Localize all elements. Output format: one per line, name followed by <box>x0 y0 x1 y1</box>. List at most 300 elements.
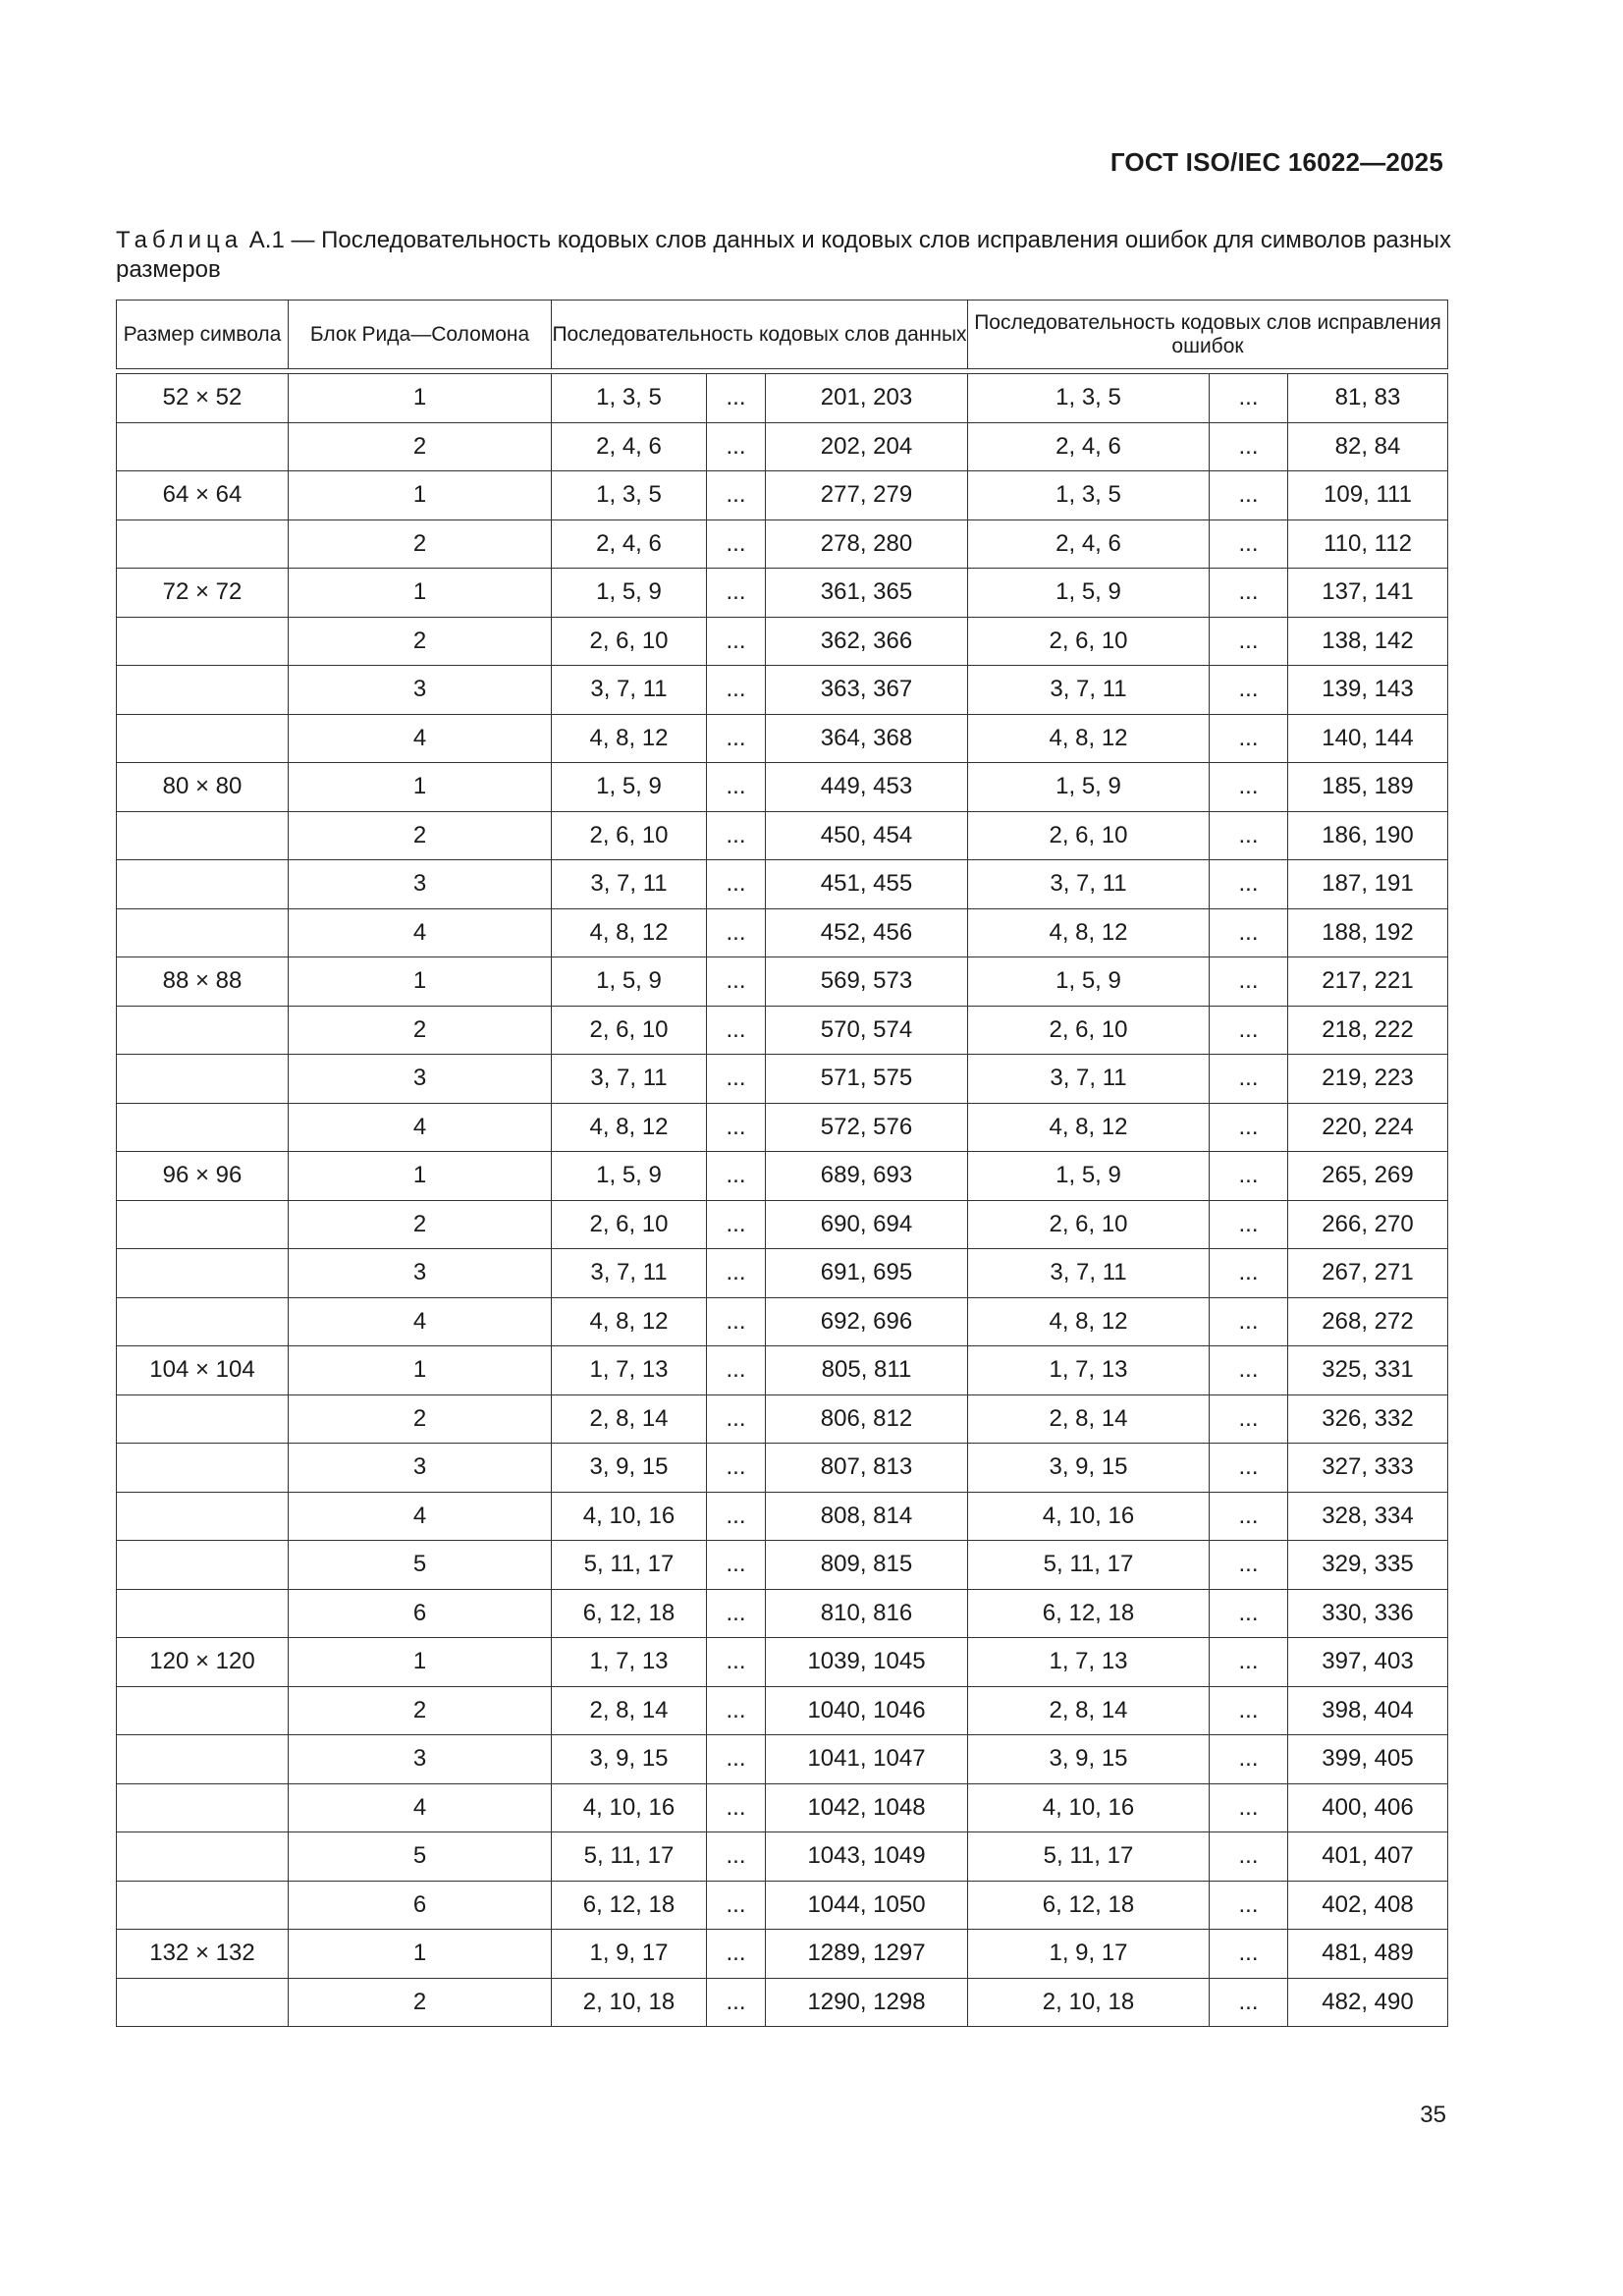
rs-block-cell: 1 <box>289 374 552 423</box>
symbol-size-cell <box>117 1881 289 1930</box>
ecc-last-cell: 481, 489 <box>1288 1930 1448 1979</box>
ecc-last-cell: 329, 335 <box>1288 1541 1448 1590</box>
data-ellipsis-cell: ... <box>707 1589 766 1638</box>
table-row <box>117 1055 1448 1104</box>
table-row <box>117 1686 1448 1735</box>
rs-block-cell: 2 <box>289 617 552 666</box>
data-ellipsis-cell: ... <box>707 617 766 666</box>
symbol-size-cell <box>117 908 289 957</box>
rs-block-cell: 1 <box>289 763 552 812</box>
data-ellipsis-cell: ... <box>707 422 766 471</box>
symbol-size-cell <box>117 714 289 763</box>
table-row <box>117 1783 1448 1832</box>
data-ellipsis-cell: ... <box>707 1930 766 1979</box>
ecc-first-cell: 2, 4, 6 <box>968 519 1210 569</box>
data-first-cell: 3, 7, 11 <box>552 666 707 715</box>
ecc-ellipsis-cell: ... <box>1210 1152 1288 1201</box>
ecc-first-cell: 3, 7, 11 <box>968 1249 1210 1298</box>
data-last-cell: 449, 453 <box>766 763 968 812</box>
data-ellipsis-cell: ... <box>707 1638 766 1687</box>
table-row <box>117 1735 1448 1784</box>
data-last-cell: 451, 455 <box>766 860 968 909</box>
symbol-size-cell <box>117 1394 289 1444</box>
symbol-size-cell <box>117 1735 289 1784</box>
ecc-first-cell: 4, 8, 12 <box>968 1103 1210 1152</box>
data-last-cell: 805, 811 <box>766 1346 968 1395</box>
table-row <box>117 666 1448 715</box>
table-row <box>117 1541 1448 1590</box>
rs-block-cell: 2 <box>289 1394 552 1444</box>
ecc-ellipsis-cell: ... <box>1210 374 1288 423</box>
ecc-first-cell: 2, 8, 14 <box>968 1394 1210 1444</box>
header-ecc-sequence: Последовательность кодовых слов исправления ошибок <box>968 301 1448 369</box>
ecc-first-cell: 1, 5, 9 <box>968 1152 1210 1201</box>
rs-block-cell: 2 <box>289 1006 552 1055</box>
data-first-cell: 4, 8, 12 <box>552 714 707 763</box>
ecc-last-cell: 140, 144 <box>1288 714 1448 763</box>
symbol-size-cell: 52 × 52 <box>117 374 289 423</box>
data-last-cell: 1042, 1048 <box>766 1783 968 1832</box>
data-first-cell: 2, 6, 10 <box>552 811 707 860</box>
ecc-last-cell: 138, 142 <box>1288 617 1448 666</box>
ecc-last-cell: 267, 271 <box>1288 1249 1448 1298</box>
symbol-size-cell <box>117 1589 289 1638</box>
data-last-cell: 689, 693 <box>766 1152 968 1201</box>
table-row <box>117 1006 1448 1055</box>
symbol-size-cell: 88 × 88 <box>117 957 289 1007</box>
data-last-cell: 569, 573 <box>766 957 968 1007</box>
data-first-cell: 2, 10, 18 <box>552 1978 707 2027</box>
ecc-last-cell: 188, 192 <box>1288 908 1448 957</box>
ecc-first-cell: 6, 12, 18 <box>968 1589 1210 1638</box>
data-last-cell: 450, 454 <box>766 811 968 860</box>
table-row <box>117 519 1448 569</box>
ecc-first-cell: 2, 6, 10 <box>968 1006 1210 1055</box>
table-row <box>117 1297 1448 1346</box>
ecc-ellipsis-cell: ... <box>1210 1978 1288 2027</box>
symbol-size-cell: 96 × 96 <box>117 1152 289 1201</box>
ecc-ellipsis-cell: ... <box>1210 569 1288 618</box>
table-row <box>117 569 1448 618</box>
data-last-cell: 362, 366 <box>766 617 968 666</box>
rs-block-cell: 4 <box>289 908 552 957</box>
rs-block-cell: 4 <box>289 1492 552 1541</box>
data-last-cell: 1039, 1045 <box>766 1638 968 1687</box>
data-ellipsis-cell: ... <box>707 1783 766 1832</box>
table-row <box>117 1444 1448 1493</box>
rs-block-cell: 2 <box>289 1200 552 1249</box>
ecc-first-cell: 4, 10, 16 <box>968 1783 1210 1832</box>
data-first-cell: 1, 9, 17 <box>552 1930 707 1979</box>
ecc-ellipsis-cell: ... <box>1210 617 1288 666</box>
data-last-cell: 810, 816 <box>766 1589 968 1638</box>
rs-block-cell: 3 <box>289 1055 552 1104</box>
data-first-cell: 4, 8, 12 <box>552 1297 707 1346</box>
ecc-ellipsis-cell: ... <box>1210 1832 1288 1882</box>
data-last-cell: 571, 575 <box>766 1055 968 1104</box>
symbol-size-cell <box>117 666 289 715</box>
ecc-ellipsis-cell: ... <box>1210 1103 1288 1152</box>
data-ellipsis-cell: ... <box>707 1492 766 1541</box>
data-last-cell: 806, 812 <box>766 1394 968 1444</box>
ecc-first-cell: 2, 6, 10 <box>968 811 1210 860</box>
table-row <box>117 1492 1448 1541</box>
data-first-cell: 4, 10, 16 <box>552 1783 707 1832</box>
ecc-last-cell: 327, 333 <box>1288 1444 1448 1493</box>
ecc-ellipsis-cell: ... <box>1210 1541 1288 1590</box>
symbol-size-cell <box>117 1978 289 2027</box>
table-header-row <box>117 301 1448 369</box>
data-first-cell: 6, 12, 18 <box>552 1881 707 1930</box>
ecc-last-cell: 399, 405 <box>1288 1735 1448 1784</box>
data-last-cell: 364, 368 <box>766 714 968 763</box>
data-last-cell: 277, 279 <box>766 471 968 520</box>
ecc-first-cell: 2, 4, 6 <box>968 422 1210 471</box>
ecc-first-cell: 3, 7, 11 <box>968 666 1210 715</box>
ecc-ellipsis-cell: ... <box>1210 714 1288 763</box>
ecc-first-cell: 1, 7, 13 <box>968 1638 1210 1687</box>
data-first-cell: 1, 5, 9 <box>552 569 707 618</box>
ecc-first-cell: 2, 6, 10 <box>968 617 1210 666</box>
symbol-size-cell <box>117 1444 289 1493</box>
data-first-cell: 6, 12, 18 <box>552 1589 707 1638</box>
ecc-ellipsis-cell: ... <box>1210 763 1288 812</box>
rs-block-cell: 3 <box>289 1444 552 1493</box>
symbol-size-cell: 64 × 64 <box>117 471 289 520</box>
ecc-first-cell: 1, 5, 9 <box>968 957 1210 1007</box>
rs-block-cell: 1 <box>289 1930 552 1979</box>
ecc-first-cell: 1, 9, 17 <box>968 1930 1210 1979</box>
ecc-ellipsis-cell: ... <box>1210 1638 1288 1687</box>
ecc-ellipsis-cell: ... <box>1210 1200 1288 1249</box>
table-row <box>117 1394 1448 1444</box>
table-body <box>117 374 1448 2027</box>
rs-block-cell: 2 <box>289 422 552 471</box>
table-row <box>117 1249 1448 1298</box>
symbol-size-cell <box>117 1103 289 1152</box>
rs-block-cell: 5 <box>289 1832 552 1882</box>
symbol-size-cell <box>117 519 289 569</box>
data-last-cell: 692, 696 <box>766 1297 968 1346</box>
ecc-first-cell: 5, 11, 17 <box>968 1541 1210 1590</box>
data-ellipsis-cell: ... <box>707 1541 766 1590</box>
ecc-first-cell: 1, 3, 5 <box>968 471 1210 520</box>
rs-block-cell: 4 <box>289 1783 552 1832</box>
data-ellipsis-cell: ... <box>707 1055 766 1104</box>
table-row <box>117 1346 1448 1395</box>
ecc-last-cell: 268, 272 <box>1288 1297 1448 1346</box>
table-row <box>117 1832 1448 1882</box>
ecc-first-cell: 5, 11, 17 <box>968 1832 1210 1882</box>
data-ellipsis-cell: ... <box>707 1881 766 1930</box>
symbol-size-cell <box>117 617 289 666</box>
data-first-cell: 3, 9, 15 <box>552 1735 707 1784</box>
data-first-cell: 1, 5, 9 <box>552 1152 707 1201</box>
data-last-cell: 690, 694 <box>766 1200 968 1249</box>
ecc-first-cell: 4, 8, 12 <box>968 1297 1210 1346</box>
table-caption-text: А.1 — Последовательность кодовых слов данных и кодовых слов исправления ошибок для символов разных размеров <box>116 227 1452 283</box>
rs-block-cell: 1 <box>289 957 552 1007</box>
symbol-size-cell <box>117 1832 289 1882</box>
ecc-last-cell: 187, 191 <box>1288 860 1448 909</box>
data-ellipsis-cell: ... <box>707 1978 766 2027</box>
data-ellipsis-cell: ... <box>707 1200 766 1249</box>
header-symbol-size: Размер символа <box>117 301 289 369</box>
rs-block-cell: 3 <box>289 1249 552 1298</box>
ecc-ellipsis-cell: ... <box>1210 811 1288 860</box>
symbol-size-cell <box>117 1249 289 1298</box>
data-ellipsis-cell: ... <box>707 957 766 1007</box>
table-row <box>117 1152 1448 1201</box>
ecc-ellipsis-cell: ... <box>1210 1930 1288 1979</box>
rs-block-cell: 2 <box>289 1686 552 1735</box>
data-last-cell: 570, 574 <box>766 1006 968 1055</box>
data-ellipsis-cell: ... <box>707 1297 766 1346</box>
data-ellipsis-cell: ... <box>707 1444 766 1493</box>
data-first-cell: 3, 7, 11 <box>552 1055 707 1104</box>
data-ellipsis-cell: ... <box>707 1249 766 1298</box>
data-first-cell: 1, 3, 5 <box>552 471 707 520</box>
header-rs-block: Блок Рида—Соломона <box>289 301 552 369</box>
ecc-first-cell: 1, 3, 5 <box>968 374 1210 423</box>
ecc-ellipsis-cell: ... <box>1210 860 1288 909</box>
ecc-last-cell: 218, 222 <box>1288 1006 1448 1055</box>
rs-block-cell: 4 <box>289 1103 552 1152</box>
data-ellipsis-cell: ... <box>707 1346 766 1395</box>
ecc-ellipsis-cell: ... <box>1210 1881 1288 1930</box>
rs-block-cell: 6 <box>289 1881 552 1930</box>
header-data-sequence: Последовательность кодовых слов данных <box>552 301 968 369</box>
ecc-ellipsis-cell: ... <box>1210 1249 1288 1298</box>
data-last-cell: 807, 813 <box>766 1444 968 1493</box>
ecc-ellipsis-cell: ... <box>1210 1297 1288 1346</box>
ecc-ellipsis-cell: ... <box>1210 908 1288 957</box>
ecc-last-cell: 330, 336 <box>1288 1589 1448 1638</box>
ecc-last-cell: 185, 189 <box>1288 763 1448 812</box>
ecc-first-cell: 3, 9, 15 <box>968 1735 1210 1784</box>
ecc-first-cell: 4, 8, 12 <box>968 714 1210 763</box>
data-first-cell: 1, 7, 13 <box>552 1346 707 1395</box>
ecc-last-cell: 139, 143 <box>1288 666 1448 715</box>
symbol-size-cell <box>117 1783 289 1832</box>
table-row <box>117 714 1448 763</box>
data-ellipsis-cell: ... <box>707 471 766 520</box>
data-first-cell: 2, 6, 10 <box>552 1006 707 1055</box>
ecc-first-cell: 4, 8, 12 <box>968 908 1210 957</box>
data-first-cell: 1, 5, 9 <box>552 763 707 812</box>
ecc-last-cell: 326, 332 <box>1288 1394 1448 1444</box>
rs-block-cell: 2 <box>289 1978 552 2027</box>
ecc-ellipsis-cell: ... <box>1210 471 1288 520</box>
symbol-size-cell: 80 × 80 <box>117 763 289 812</box>
table-caption-label: Таблица <box>116 227 243 253</box>
rs-block-cell: 3 <box>289 860 552 909</box>
symbol-size-cell: 104 × 104 <box>117 1346 289 1395</box>
codeword-sequence-table <box>116 300 1448 2027</box>
ecc-last-cell: 219, 223 <box>1288 1055 1448 1104</box>
ecc-last-cell: 82, 84 <box>1288 422 1448 471</box>
table-row <box>117 1978 1448 2027</box>
data-ellipsis-cell: ... <box>707 1006 766 1055</box>
data-ellipsis-cell: ... <box>707 1103 766 1152</box>
table-row <box>117 374 1448 423</box>
ecc-last-cell: 482, 490 <box>1288 1978 1448 2027</box>
ecc-ellipsis-cell: ... <box>1210 1492 1288 1541</box>
rs-block-cell: 2 <box>289 519 552 569</box>
rs-block-cell: 1 <box>289 471 552 520</box>
ecc-ellipsis-cell: ... <box>1210 422 1288 471</box>
ecc-first-cell: 3, 7, 11 <box>968 1055 1210 1104</box>
table-row <box>117 908 1448 957</box>
data-last-cell: 1290, 1298 <box>766 1978 968 2027</box>
table-row <box>117 1200 1448 1249</box>
data-first-cell: 4, 10, 16 <box>552 1492 707 1541</box>
ecc-ellipsis-cell: ... <box>1210 1006 1288 1055</box>
table-row <box>117 811 1448 860</box>
ecc-last-cell: 400, 406 <box>1288 1783 1448 1832</box>
data-ellipsis-cell: ... <box>707 860 766 909</box>
symbol-size-cell: 72 × 72 <box>117 569 289 618</box>
ecc-first-cell: 3, 9, 15 <box>968 1444 1210 1493</box>
ecc-last-cell: 217, 221 <box>1288 957 1448 1007</box>
ecc-ellipsis-cell: ... <box>1210 957 1288 1007</box>
ecc-last-cell: 325, 331 <box>1288 1346 1448 1395</box>
data-last-cell: 1041, 1047 <box>766 1735 968 1784</box>
data-ellipsis-cell: ... <box>707 374 766 423</box>
ecc-first-cell: 2, 10, 18 <box>968 1978 1210 2027</box>
symbol-size-cell <box>117 811 289 860</box>
rs-block-cell: 6 <box>289 1589 552 1638</box>
table-row <box>117 1930 1448 1979</box>
data-ellipsis-cell: ... <box>707 1152 766 1201</box>
data-first-cell: 3, 7, 11 <box>552 1249 707 1298</box>
table-row <box>117 617 1448 666</box>
ecc-last-cell: 402, 408 <box>1288 1881 1448 1930</box>
data-last-cell: 201, 203 <box>766 374 968 423</box>
data-ellipsis-cell: ... <box>707 1686 766 1735</box>
ecc-first-cell: 3, 7, 11 <box>968 860 1210 909</box>
data-last-cell: 363, 367 <box>766 666 968 715</box>
symbol-size-cell: 132 × 132 <box>117 1930 289 1979</box>
symbol-size-cell <box>117 1492 289 1541</box>
data-last-cell: 1044, 1050 <box>766 1881 968 1930</box>
rs-block-cell: 1 <box>289 1638 552 1687</box>
ecc-first-cell: 1, 5, 9 <box>968 569 1210 618</box>
table-row <box>117 860 1448 909</box>
ecc-last-cell: 220, 224 <box>1288 1103 1448 1152</box>
symbol-size-cell <box>117 1200 289 1249</box>
data-ellipsis-cell: ... <box>707 714 766 763</box>
ecc-first-cell: 2, 8, 14 <box>968 1686 1210 1735</box>
data-first-cell: 1, 7, 13 <box>552 1638 707 1687</box>
data-ellipsis-cell: ... <box>707 1394 766 1444</box>
data-ellipsis-cell: ... <box>707 1735 766 1784</box>
ecc-last-cell: 401, 407 <box>1288 1832 1448 1882</box>
data-first-cell: 2, 4, 6 <box>552 519 707 569</box>
ecc-ellipsis-cell: ... <box>1210 1444 1288 1493</box>
ecc-last-cell: 110, 112 <box>1288 519 1448 569</box>
data-ellipsis-cell: ... <box>707 763 766 812</box>
data-first-cell: 2, 8, 14 <box>552 1686 707 1735</box>
data-first-cell: 2, 6, 10 <box>552 617 707 666</box>
rs-block-cell: 4 <box>289 1297 552 1346</box>
data-first-cell: 1, 3, 5 <box>552 374 707 423</box>
table-row <box>117 1589 1448 1638</box>
data-first-cell: 3, 7, 11 <box>552 860 707 909</box>
data-last-cell: 1043, 1049 <box>766 1832 968 1882</box>
ecc-ellipsis-cell: ... <box>1210 1055 1288 1104</box>
data-last-cell: 691, 695 <box>766 1249 968 1298</box>
page-number: 35 <box>1420 2102 1446 2128</box>
data-ellipsis-cell: ... <box>707 1832 766 1882</box>
ecc-last-cell: 265, 269 <box>1288 1152 1448 1201</box>
ecc-ellipsis-cell: ... <box>1210 1589 1288 1638</box>
ecc-ellipsis-cell: ... <box>1210 1686 1288 1735</box>
data-last-cell: 452, 456 <box>766 908 968 957</box>
symbol-size-cell <box>117 422 289 471</box>
ecc-first-cell: 1, 7, 13 <box>968 1346 1210 1395</box>
ecc-ellipsis-cell: ... <box>1210 1735 1288 1784</box>
data-last-cell: 1289, 1297 <box>766 1930 968 1979</box>
data-last-cell: 202, 204 <box>766 422 968 471</box>
data-ellipsis-cell: ... <box>707 519 766 569</box>
data-last-cell: 278, 280 <box>766 519 968 569</box>
ecc-last-cell: 186, 190 <box>1288 811 1448 860</box>
data-first-cell: 3, 9, 15 <box>552 1444 707 1493</box>
data-last-cell: 572, 576 <box>766 1103 968 1152</box>
document-id: ГОСТ ISO/IEC 16022—2025 <box>1109 147 1443 177</box>
ecc-ellipsis-cell: ... <box>1210 519 1288 569</box>
table-row <box>117 471 1448 520</box>
symbol-size-cell <box>117 1541 289 1590</box>
ecc-last-cell: 137, 141 <box>1288 569 1448 618</box>
ecc-last-cell: 109, 111 <box>1288 471 1448 520</box>
ecc-last-cell: 81, 83 <box>1288 374 1448 423</box>
symbol-size-cell <box>117 1686 289 1735</box>
data-last-cell: 809, 815 <box>766 1541 968 1590</box>
ecc-first-cell: 4, 10, 16 <box>968 1492 1210 1541</box>
data-first-cell: 5, 11, 17 <box>552 1832 707 1882</box>
rs-block-cell: 1 <box>289 569 552 618</box>
data-ellipsis-cell: ... <box>707 908 766 957</box>
data-first-cell: 1, 5, 9 <box>552 957 707 1007</box>
ecc-last-cell: 266, 270 <box>1288 1200 1448 1249</box>
rs-block-cell: 3 <box>289 666 552 715</box>
ecc-ellipsis-cell: ... <box>1210 1394 1288 1444</box>
ecc-first-cell: 1, 5, 9 <box>968 763 1210 812</box>
ecc-first-cell: 6, 12, 18 <box>968 1881 1210 1930</box>
table-row <box>117 422 1448 471</box>
symbol-size-cell <box>117 1297 289 1346</box>
symbol-size-cell <box>117 860 289 909</box>
ecc-ellipsis-cell: ... <box>1210 1783 1288 1832</box>
symbol-size-cell <box>117 1006 289 1055</box>
data-first-cell: 2, 4, 6 <box>552 422 707 471</box>
data-first-cell: 2, 8, 14 <box>552 1394 707 1444</box>
data-ellipsis-cell: ... <box>707 811 766 860</box>
data-first-cell: 5, 11, 17 <box>552 1541 707 1590</box>
table-row <box>117 1638 1448 1687</box>
rs-block-cell: 1 <box>289 1346 552 1395</box>
ecc-last-cell: 397, 403 <box>1288 1638 1448 1687</box>
data-ellipsis-cell: ... <box>707 569 766 618</box>
data-ellipsis-cell: ... <box>707 666 766 715</box>
ecc-ellipsis-cell: ... <box>1210 1346 1288 1395</box>
ecc-first-cell: 2, 6, 10 <box>968 1200 1210 1249</box>
data-last-cell: 808, 814 <box>766 1492 968 1541</box>
table-row <box>117 1881 1448 1930</box>
rs-block-cell: 5 <box>289 1541 552 1590</box>
